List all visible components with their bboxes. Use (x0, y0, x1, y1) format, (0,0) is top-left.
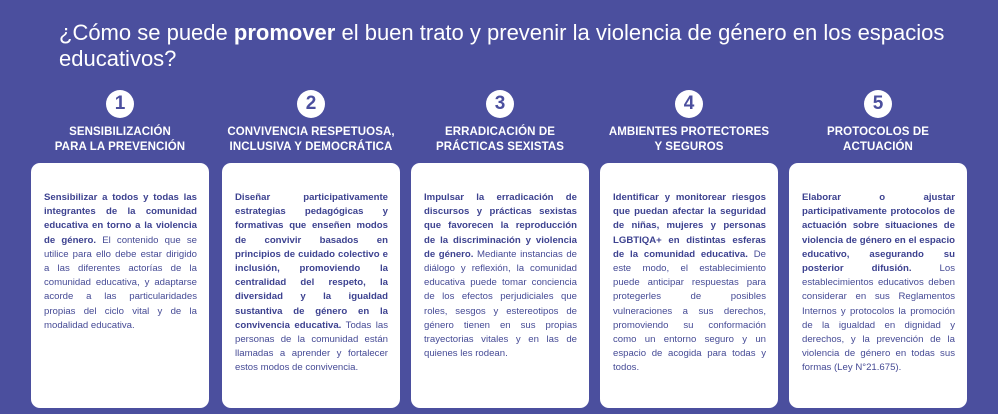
column-heading-2: CONVIVENCIA RESPETUOSA, INCLUSIVA Y DEMOCRÁTICA (227, 126, 395, 153)
page-title (59, 20, 959, 72)
step-number-5: 5 (864, 90, 892, 118)
title-pre: ¿Cómo se puede (59, 20, 234, 45)
step-number-3: 3 (486, 90, 514, 118)
card-3 (411, 163, 589, 408)
card-5-text: Los establecimientos educativos deben considerar en sus Reglamentos Internos y protocolos la promoción de la igualdad en dignidad y derechos, y la prevención de la violencia de género en todas sus formas (Ley N°21.675). (802, 263, 956, 374)
step-number-4: 4 (675, 90, 703, 118)
column-1 (31, 90, 209, 408)
card-5 (789, 163, 967, 408)
card-4 (600, 163, 778, 408)
card-1 (31, 163, 209, 408)
column-heading-3: ERRADICACIÓN DE PRÁCTICAS SEXISTAS (435, 126, 565, 153)
card-3-text: Mediante instancias de diálogo y reflexión, la comunidad educativa puede tomar conciencia de los efectos perjudiciales que roles, sesgos y estereotipos de género tienen en sus propias trayectorias vitales y en las de quienes les rodean. (424, 248, 577, 360)
card-1-text: El contenido que se utilice para ello debe estar dirigido a las diferentes actorías de la comunidad educativa, y adaptarse acorde a las particularidades propias del ciclo vital y de la modalidad educativa. (44, 234, 197, 331)
column-heading-4: AMBIENTES PROTECTORES Y SEGUROS (608, 126, 770, 153)
column-heading-1: SENSIBILIZACIÓN PARA LA PREVENCIÓN (54, 126, 186, 153)
title-post: el buen trato y prevenir la violencia de género en los espacios educativos? (59, 20, 945, 71)
step-number-1: 1 (106, 90, 134, 118)
column-heading-5: PROTOCOLOS DE ACTUACIÓN (826, 126, 930, 153)
column-2 (222, 90, 400, 408)
card-4-text: De este modo, el establecimiento puede anticipar respuestas para protegerles de posibles vulneraciones a sus derechos, promoviendo su conformación como un entorno seguro y un espacio de acogida para todas y todos. (613, 248, 766, 374)
title-bold: promover (233, 20, 336, 45)
column-4 (600, 90, 778, 408)
card-3-bold: Impulsar la erradicación de discursos y prácticas sexistas que favorecen la reproducción de la discriminación y violencia de género. (424, 192, 577, 260)
card-2-text: Todas las personas de la comunidad están llamadas a aprender y fortalecer estos modos de convivencia. (235, 319, 389, 374)
card-4-bold: Identificar y monitorear riesgos que puedan afectar la seguridad de niñas, mujeres y personas LGBTIQA+ en distintas esferas de la comunidad educativa. (613, 192, 766, 260)
card-2-bold: Diseñar participativamente estrategias pedagógicas y formativas que enseñen modos de convivir basados en principios de cuidado colectivo e inclusión, promoviendo la centralidad del respeto, la diversidad y la igualdad sustantiva de género en la convivencia educativa. (235, 192, 388, 331)
column-3 (411, 90, 589, 408)
step-number-2: 2 (297, 90, 325, 118)
card-1-bold: Sensibilizar a todos y todas las integrantes de la comunidad educativa en torno a la violencia de género. (44, 192, 197, 246)
column-5 (789, 90, 967, 408)
card-2 (222, 163, 400, 408)
card-5-bold: Elaborar o ajustar participativamente protocolos de actuación sobre situaciones de violencia de género en el espacio educativo, asegurando su posterior difusión. (802, 192, 955, 275)
